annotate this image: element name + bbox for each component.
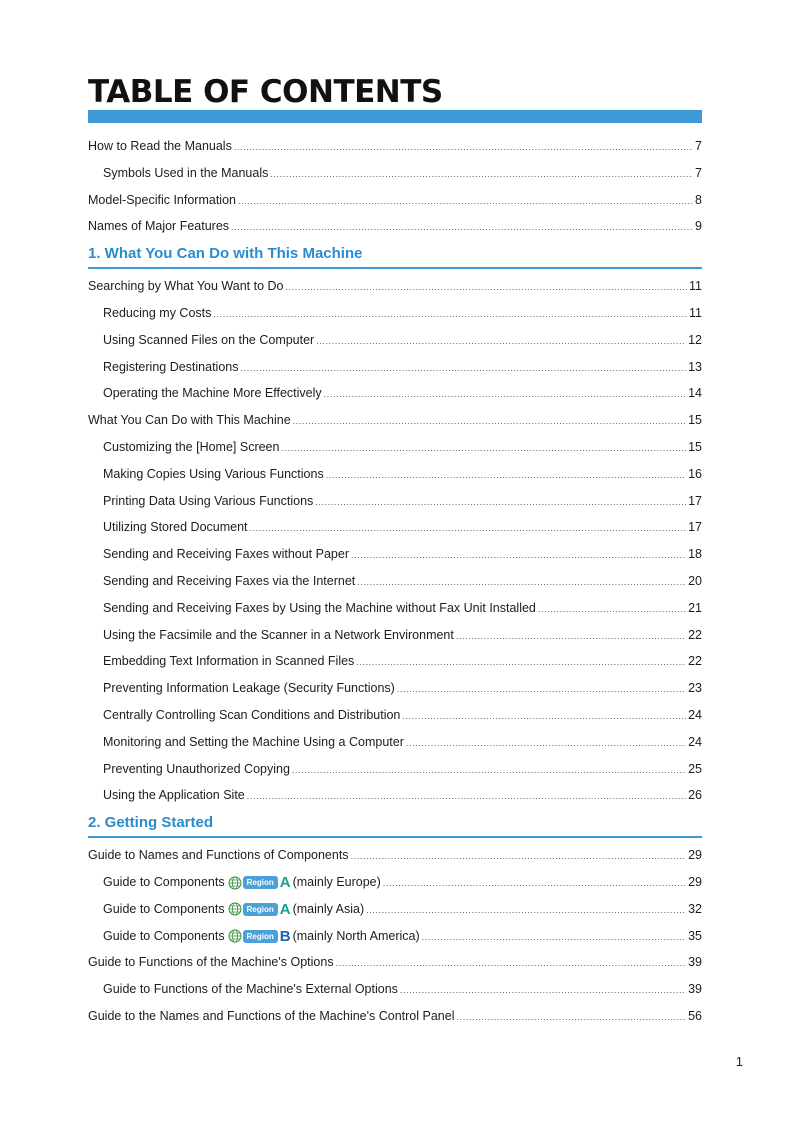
toc-page-number: 16 (688, 466, 702, 481)
dot-leader (422, 924, 686, 951)
title-underline-bar (88, 110, 702, 123)
toc-entry-label: Reducing my Costs (103, 305, 212, 320)
dot-leader (281, 435, 686, 462)
dot-leader (247, 783, 686, 810)
globe-icon (228, 902, 242, 916)
toc-entry-label: Using the Application Site (103, 788, 245, 803)
toc-entry-label: Sending and Receiving Faxes by Using the Machine without Fax Unit Installed (103, 600, 536, 615)
toc-page-number: 21 (688, 600, 702, 615)
toc-entry[interactable] (88, 675, 702, 702)
toc-page-number: 15 (688, 413, 702, 428)
toc-entry[interactable] (88, 514, 702, 541)
page-number: 1 (735, 1054, 743, 1069)
toc-entry[interactable] (88, 133, 702, 160)
toc-entry[interactable] (88, 213, 702, 240)
toc-entry[interactable] (88, 702, 702, 729)
region-letter: A (279, 900, 291, 918)
region-letter: A (279, 874, 291, 892)
toc-page-number: 14 (688, 386, 702, 401)
toc-page-number: 20 (688, 573, 702, 588)
toc-entry-label: Sending and Receiving Faxes via the Internet (103, 573, 356, 588)
toc-entry[interactable] (88, 434, 702, 461)
dot-leader (351, 542, 686, 569)
toc-entry-label: Preventing Information Leakage (Security Functions) (103, 681, 395, 696)
toc-entry[interactable] (88, 842, 702, 869)
dot-leader (213, 301, 687, 328)
region-tag: Region (243, 930, 278, 943)
toc-entry-label-group (103, 869, 381, 896)
toc-entry-label-group (103, 896, 364, 923)
toc-entry[interactable] (88, 568, 702, 595)
toc-entry[interactable] (88, 488, 702, 515)
toc-page-number: 18 (688, 547, 702, 562)
toc-page-number: 29 (688, 848, 702, 863)
toc-entry-label: Centrally Controlling Scan Conditions and Distribution (103, 707, 401, 722)
chapter-heading[interactable]: 1. What You Can Do with This Machine (88, 241, 702, 269)
toc-entry-label: Symbols Used in the Manuals (103, 165, 269, 180)
toc-entry-label: Utilizing Stored Document (103, 520, 248, 535)
toc-page-number: 35 (688, 928, 702, 943)
toc-entry-label: What You Can Do with This Machine (88, 413, 291, 428)
toc-entry-label: Guide to Components (103, 901, 225, 916)
dot-leader (234, 134, 693, 161)
dot-leader (293, 408, 686, 435)
dot-leader (292, 757, 686, 784)
toc-entry[interactable] (88, 380, 702, 407)
region-suffix: (mainly Asia) (292, 901, 365, 916)
toc-page-number: 8 (695, 192, 702, 207)
chapter-heading[interactable]: 2. Getting Started (88, 810, 702, 838)
dot-leader (270, 161, 693, 188)
toc-entry-label: Making Copies Using Various Functions (103, 466, 324, 481)
toc-entry[interactable] (88, 273, 702, 300)
dot-leader (456, 623, 686, 650)
dot-leader (538, 596, 686, 623)
toc-page-number: 9 (695, 219, 702, 234)
toc-entry-label: Guide to Names and Functions of Components (88, 848, 349, 863)
region-badge (228, 875, 291, 890)
toc-page-number: 17 (688, 493, 702, 508)
toc-entry[interactable] (88, 622, 702, 649)
toc-entry[interactable] (88, 976, 702, 1003)
toc-page-number: 24 (688, 734, 702, 749)
toc-entry-label: Guide to Functions of the Machine's External Options (103, 982, 398, 997)
region-badge (228, 929, 291, 944)
toc-entry-label: Searching by What You Want to Do (88, 279, 284, 294)
globe-icon (228, 876, 242, 890)
toc-page-number: 39 (688, 955, 702, 970)
dot-leader (366, 897, 686, 924)
dot-leader (356, 649, 686, 676)
toc-entry[interactable] (88, 1003, 702, 1030)
toc-entry[interactable] (88, 595, 702, 622)
toc-page-number: 26 (688, 788, 702, 803)
toc-entry[interactable] (88, 541, 702, 568)
toc-page-number: 11 (689, 305, 702, 320)
dot-leader (351, 843, 687, 870)
toc-entry-label: Embedding Text Information in Scanned Files (103, 654, 355, 669)
toc-entry-label: Sending and Receiving Faxes without Paper (103, 547, 349, 562)
dot-leader (316, 328, 686, 355)
toc-entry-label-group (103, 923, 420, 950)
toc-entry[interactable] (88, 187, 702, 214)
toc-entry-label: Model-Specific Information (88, 192, 236, 207)
toc-entry-label: Operating the Machine More Effectively (103, 386, 322, 401)
toc-entry[interactable] (88, 407, 702, 434)
toc-entry-label: How to Read the Manuals (88, 139, 232, 153)
toc-page-number: 7 (695, 139, 702, 153)
toc-entry-label: Customizing the [Home] Screen (103, 439, 280, 454)
region-tag: Region (243, 876, 278, 889)
toc-entry-label: Printing Data Using Various Functions (103, 493, 314, 508)
toc-entry[interactable] (88, 869, 702, 896)
toc-entry-label: Using Scanned Files on the Computer (103, 332, 315, 347)
toc-entry[interactable] (88, 461, 702, 488)
dot-leader (456, 1004, 686, 1031)
toc-entry-label: Names of Major Features (88, 219, 230, 234)
page-title: TABLE OF CONTENTS (88, 74, 443, 110)
toc-page-number: 15 (688, 439, 702, 454)
toc-page-number: 25 (688, 761, 702, 776)
toc-page-number: 13 (688, 359, 702, 374)
dot-leader (250, 515, 687, 542)
toc-entry[interactable] (88, 782, 702, 809)
dot-leader (326, 462, 686, 489)
toc-entry[interactable] (88, 949, 702, 976)
toc-entry[interactable] (88, 327, 702, 354)
region-suffix: (mainly North America) (292, 928, 420, 943)
toc-page-number: 56 (688, 1008, 702, 1023)
dot-leader (336, 950, 687, 977)
dot-leader (238, 188, 693, 215)
toc-page-number: 12 (688, 332, 702, 347)
toc-entry[interactable] (88, 923, 702, 950)
toc-entry[interactable] (88, 756, 702, 783)
dot-leader (397, 676, 686, 703)
toc-entry-label: Preventing Unauthorized Copying (103, 761, 290, 776)
toc-entry[interactable] (88, 896, 702, 923)
toc-page-number: 29 (688, 874, 702, 889)
toc-entry[interactable] (88, 354, 702, 381)
toc-entry-label: Guide to Components (103, 928, 225, 943)
toc-entry[interactable] (88, 729, 702, 756)
toc-entry-label: Guide to Functions of the Machine's Options (88, 955, 334, 970)
toc-page-number: 32 (688, 901, 702, 916)
toc-page-number: 22 (688, 654, 702, 669)
dot-leader (241, 355, 687, 382)
globe-icon (228, 929, 242, 943)
region-letter: B (279, 927, 291, 945)
dot-leader (231, 214, 693, 241)
toc-page-number: 24 (688, 707, 702, 722)
toc-page-number: 39 (688, 982, 702, 997)
toc-entry-label: Monitoring and Setting the Machine Using a Computer (103, 734, 404, 749)
toc-entry[interactable] (88, 300, 702, 327)
toc-entry-label: Guide to Components (103, 874, 225, 889)
toc-page-number: 7 (695, 165, 702, 180)
toc-entry-label: Registering Destinations (103, 359, 239, 374)
dot-leader (383, 870, 686, 897)
toc-entry[interactable] (88, 648, 702, 675)
toc-page-number: 23 (688, 681, 702, 696)
dot-leader (406, 730, 686, 757)
dot-leader (324, 381, 686, 408)
dot-leader (285, 274, 687, 301)
toc-page-number: 17 (688, 520, 702, 535)
toc-entry[interactable] (88, 160, 702, 187)
table-of-contents (88, 133, 702, 1030)
dot-leader (315, 489, 686, 516)
dot-leader (402, 703, 686, 730)
dot-leader (357, 569, 686, 596)
toc-page-number: 22 (688, 627, 702, 642)
toc-page-number: 11 (689, 279, 702, 294)
region-suffix: (mainly Europe) (292, 874, 381, 889)
region-badge (228, 902, 291, 917)
region-tag: Region (243, 903, 278, 916)
toc-entry-label: Guide to the Names and Functions of the Machine's Control Panel (88, 1008, 455, 1023)
toc-entry-label: Using the Facsimile and the Scanner in a Network Environment (103, 627, 454, 642)
dot-leader (400, 977, 686, 1004)
